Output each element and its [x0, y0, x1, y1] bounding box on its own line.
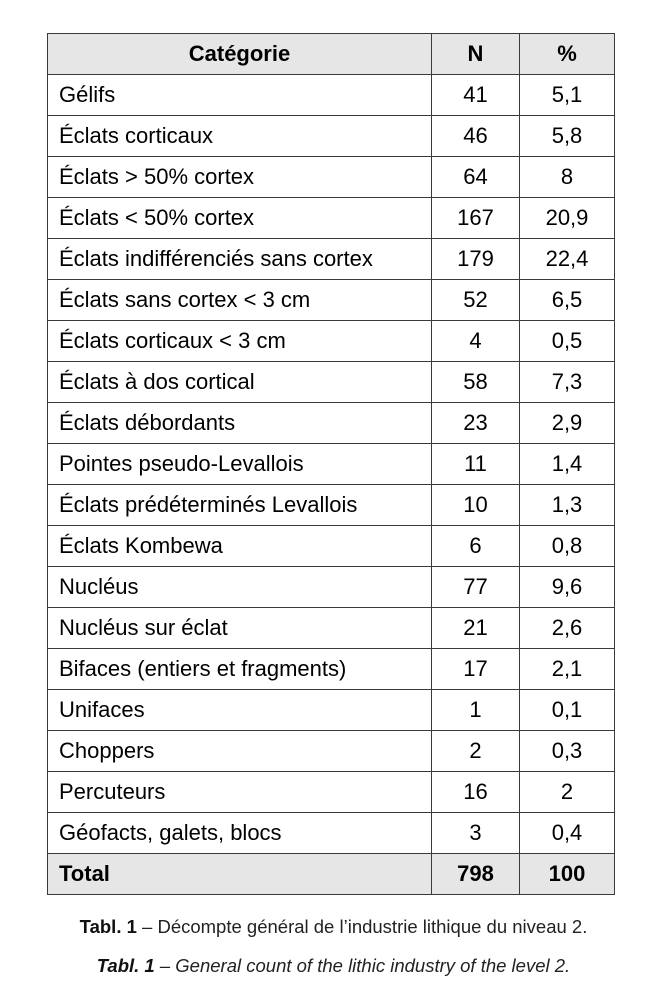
row-count: 23 [432, 403, 520, 444]
row-category: Géofacts, galets, blocs [48, 813, 432, 854]
row-percent: 0,4 [520, 813, 615, 854]
row-count: 10 [432, 485, 520, 526]
row-percent: 8 [520, 157, 615, 198]
row-count: 167 [432, 198, 520, 239]
row-percent: 7,3 [520, 362, 615, 403]
row-category: Éclats < 50% cortex [48, 198, 432, 239]
caption-english [0, 955, 667, 977]
row-percent: 2,1 [520, 649, 615, 690]
table-row [48, 731, 615, 772]
table-row [48, 198, 615, 239]
row-percent: 2 [520, 772, 615, 813]
row-count: 16 [432, 772, 520, 813]
row-category: Bifaces (entiers et fragments) [48, 649, 432, 690]
row-category: Éclats indifférenciés sans cortex [48, 239, 432, 280]
header-n: N [432, 34, 520, 75]
table-row [48, 403, 615, 444]
row-category: Éclats > 50% cortex [48, 157, 432, 198]
table-row [48, 813, 615, 854]
row-category: Éclats Kombewa [48, 526, 432, 567]
row-percent: 5,8 [520, 116, 615, 157]
row-count: 3 [432, 813, 520, 854]
row-percent: 0,1 [520, 690, 615, 731]
row-count: 17 [432, 649, 520, 690]
table-row [48, 116, 615, 157]
header-row [48, 34, 615, 75]
table-row [48, 280, 615, 321]
caption-french-text: – Décompte général de l’industrie lithique du niveau 2. [136, 916, 588, 937]
row-percent: 0,5 [520, 321, 615, 362]
row-category: Éclats prédéterminés Levallois [48, 485, 432, 526]
caption-french-label: Tabl. 1 [79, 916, 137, 937]
header-category: Catégorie [48, 34, 432, 75]
row-count: 21 [432, 608, 520, 649]
row-category: Éclats corticaux [48, 116, 432, 157]
table-row [48, 526, 615, 567]
table-row [48, 567, 615, 608]
total-row [48, 854, 615, 895]
row-count: 58 [432, 362, 520, 403]
table-row [48, 444, 615, 485]
row-count: 41 [432, 75, 520, 116]
table-row [48, 649, 615, 690]
total-count: 798 [432, 854, 520, 895]
total-percent: 100 [520, 854, 615, 895]
row-percent: 9,6 [520, 567, 615, 608]
row-percent: 0,3 [520, 731, 615, 772]
table-row [48, 485, 615, 526]
row-category: Éclats débordants [48, 403, 432, 444]
table-row [48, 157, 615, 198]
row-count: 1 [432, 690, 520, 731]
row-percent: 1,3 [520, 485, 615, 526]
row-percent: 2,9 [520, 403, 615, 444]
table-row [48, 321, 615, 362]
row-count: 11 [432, 444, 520, 485]
row-category: Éclats sans cortex < 3 cm [48, 280, 432, 321]
row-category: Unifaces [48, 690, 432, 731]
row-category: Nucléus [48, 567, 432, 608]
row-percent: 22,4 [520, 239, 615, 280]
table-body [48, 75, 615, 895]
table-header [48, 34, 615, 75]
row-count: 52 [432, 280, 520, 321]
total-label: Total [48, 854, 432, 895]
row-category: Nucléus sur éclat [48, 608, 432, 649]
row-percent: 20,9 [520, 198, 615, 239]
row-category: Percuteurs [48, 772, 432, 813]
row-count: 64 [432, 157, 520, 198]
row-percent: 5,1 [520, 75, 615, 116]
row-count: 4 [432, 321, 520, 362]
caption-french [0, 916, 667, 938]
row-count: 77 [432, 567, 520, 608]
table-row [48, 772, 615, 813]
table-row [48, 239, 615, 280]
row-count: 2 [432, 731, 520, 772]
row-category: Gélifs [48, 75, 432, 116]
row-category: Éclats corticaux < 3 cm [48, 321, 432, 362]
row-count: 179 [432, 239, 520, 280]
caption-english-text: – General count of the lithic industry of the level 2. [154, 955, 571, 976]
header-percent: % [520, 34, 615, 75]
row-count: 6 [432, 526, 520, 567]
row-percent: 6,5 [520, 280, 615, 321]
row-category: Choppers [48, 731, 432, 772]
table-row [48, 75, 615, 116]
table-row [48, 690, 615, 731]
row-percent: 2,6 [520, 608, 615, 649]
row-category: Éclats à dos cortical [48, 362, 432, 403]
table-row [48, 608, 615, 649]
row-category: Pointes pseudo-Levallois [48, 444, 432, 485]
lithic-count-table [47, 33, 615, 895]
row-count: 46 [432, 116, 520, 157]
row-percent: 0,8 [520, 526, 615, 567]
table-row [48, 362, 615, 403]
caption-english-label: Tabl. 1 [96, 955, 155, 976]
row-percent: 1,4 [520, 444, 615, 485]
